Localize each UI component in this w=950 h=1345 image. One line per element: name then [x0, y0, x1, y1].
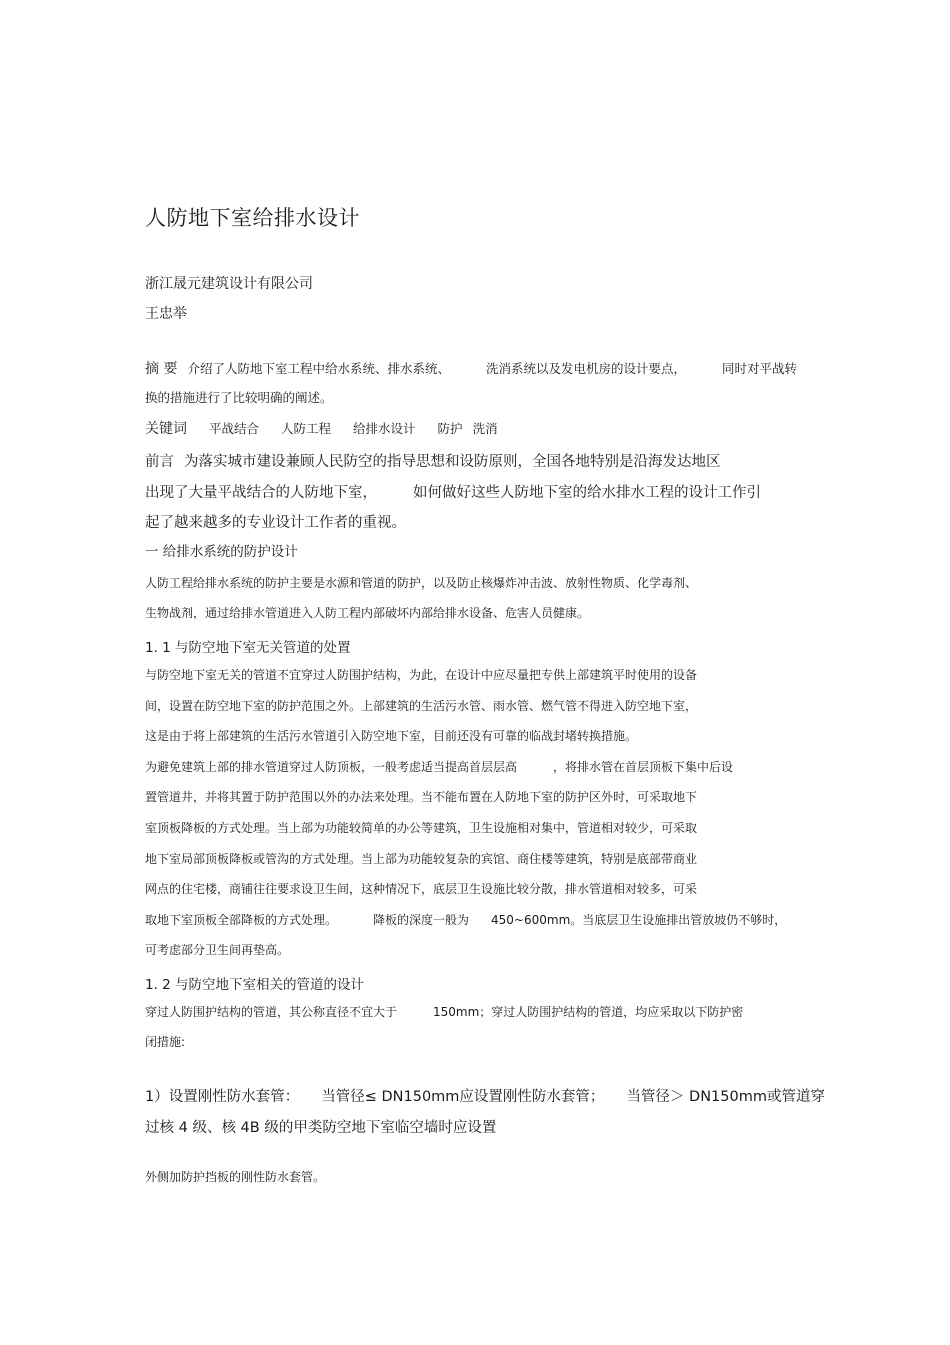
abstract-text-1b: 洗消系统以及发电机房的设计要点， — [485, 361, 686, 376]
section-1-1-line: 与防空地下室无关的管道不宜穿过人防围护结构，为此，在设计中应尽量把专供上部建筑平时使用的设备 — [145, 668, 698, 682]
keyword-item: 给排水设计 — [353, 421, 416, 436]
section-1-1-line — [145, 911, 786, 928]
preface-line-1 — [145, 450, 721, 471]
section-1-2-line — [145, 1003, 743, 1020]
keyword-item: 洗消 — [472, 421, 498, 436]
author-name: 王忠举 — [145, 306, 187, 322]
section-1-heading: 一 给排水系统的防护设计 — [145, 544, 298, 560]
section-1-paragraph-line: 生物战剂，通过给排水管道进入人防工程内部破坏内部给排水设备、危害人员健康。 — [145, 606, 590, 620]
list-item-1-line-2: 过核 4 级、核 4B 级的甲类防空地下室临空墙时应设置 — [145, 1120, 497, 1136]
preface-text-1: 为落实城市建设兼顾人民防空的指导思想和设防原则，全国各地特别是沿海发达地区 — [184, 454, 721, 470]
list-item-1-line-1 — [145, 1085, 825, 1106]
organization-name: 浙江晟元建筑设计有限公司 — [145, 276, 313, 292]
section-1-1-line: 这是由于将上部建筑的生活污水管道引入防空地下室，目前还没有可靠的临战封堵转换措施。 — [145, 729, 638, 743]
section-1-2-heading: 1. 2 与防空地下室相关的管道的设计 — [145, 977, 365, 993]
section-1-1-line — [145, 758, 733, 775]
section-1-2-line: 闭措施: — [145, 1035, 186, 1049]
keywords-label: 关键词 — [145, 421, 187, 437]
document-title: 人防地下室给排水设计 — [145, 206, 360, 230]
section-1-2-text: 穿过人防围护结构的管道，其公称直径不宜大于 — [145, 1005, 398, 1019]
section-1-paragraph-line: 人防工程给排水系统的防护主要是水源和管道的防护，以及防止核爆炸冲击波、放射性物质、化学毒剂、 — [145, 576, 698, 590]
section-1-2-text: 150mm；穿过人防围护结构的管道，均应采取以下防护密 — [433, 1005, 744, 1019]
section-1-1-text: 450~600mm。当底层卫生设施排出管放坡仍不够时， — [491, 913, 787, 927]
keyword-item: 防护 — [437, 421, 463, 436]
section-1-1-line: 间，设置在防空地下室的防护范围之外。上部建筑的生活污水管、雨水管、燃气管不得进入防空地下室， — [145, 699, 698, 713]
section-1-1-text: 为避免建筑上部的排水管道穿过人防顶板，一般考虑适当提高首层层高 — [145, 760, 518, 774]
preface-text-2b: 如何做好这些人防地下室的给水排水工程的设计工作引 — [413, 485, 761, 501]
keyword-item: 平战结合 — [209, 421, 260, 436]
list-item-text: 当管径＞ DN150mm或管道穿 — [626, 1089, 825, 1105]
section-1-1-line: 网点的住宅楼，商铺往往要求设卫生间，这种情况下，底层卫生设施比较分散，排水管道相对较多，可采 — [145, 882, 698, 896]
abstract-text-1c: 同时对平战转 — [721, 361, 797, 376]
abstract-text-1a: 介绍了人防地下室工程中给水系统、排水系统、 — [187, 361, 450, 376]
preface-line-2 — [145, 481, 761, 502]
section-1-1-line: 置管道井，并将其置于防护范围以外的办法来处理。当不能布置在人防地下室的防护区外时，可采取地下 — [145, 790, 698, 804]
section-1-1-line: 可考虑部分卫生间再垫高。 — [145, 943, 290, 957]
section-1-1-text: ，将排水管在首层顶板下集中后设 — [553, 760, 734, 774]
abstract-line-2: 换的措施进行了比较明确的阐述。 — [145, 390, 333, 405]
preface-text-2a: 出现了大量平战结合的人防地下室， — [145, 485, 377, 501]
abstract-line-1 — [145, 358, 797, 378]
list-item-text: 当管径≤ DN150mm应设置刚性防水套管； — [321, 1089, 605, 1105]
section-1-1-line: 地下室局部顶板降板或管沟的方式处理。当上部为功能较复杂的宾馆、商住楼等建筑，特别是底部带商业 — [145, 852, 698, 866]
section-1-1-heading: 1. 1 与防空地下室无关管道的处置 — [145, 640, 351, 656]
abstract-label: 摘 要 — [145, 361, 178, 377]
list-item-1-line-3: 外侧加防护挡板的刚性防水套管。 — [145, 1170, 326, 1184]
section-1-1-line: 室顶板降板的方式处理。当上部为功能较简单的办公等建筑，卫生设施相对集中，管道相对较少，可采取 — [145, 821, 698, 835]
list-item-text: 1）设置刚性防水套管： — [145, 1089, 300, 1105]
section-1-1-text: 取地下室顶板全部降板的方式处理。 — [145, 913, 338, 927]
preface-label: 前言 — [145, 454, 174, 470]
keywords-line — [145, 418, 498, 438]
section-1-1-text: 降板的深度一般为 — [373, 913, 470, 927]
preface-line-3: 起了越来越多的专业设计工作者的重视。 — [145, 515, 406, 531]
keyword-item: 人防工程 — [281, 421, 332, 436]
